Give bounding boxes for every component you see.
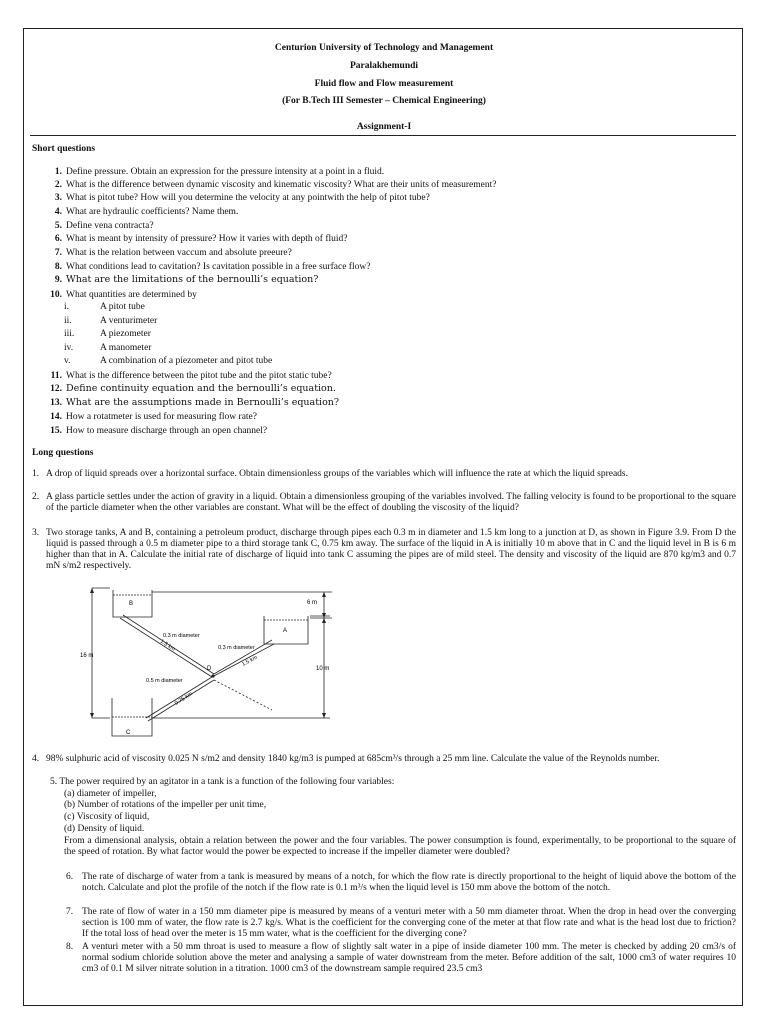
long-question-5-intro: 5. The power required by an agitator in a tank is a function of the following four variables:: [50, 777, 395, 787]
long-questions-heading: Long questions: [32, 448, 94, 458]
tank-b-label: B: [129, 601, 134, 607]
short-question: 8. What conditions lead to cavitation? Is cavitation possible in a free surface flow?: [54, 262, 371, 272]
tank-a-label: A: [283, 628, 288, 634]
university-name: Centurion University of Technology and Management: [274, 43, 494, 53]
dim-10m: 10 m: [316, 666, 330, 672]
assignment-title: Assignment-I: [356, 122, 412, 132]
long-question-3: 3. Two storage tanks, A and B, containing a petroleum product, discharge through pipes each 0.3 m in diameter and 1.5 km long to a junction at D, as shown in Figure 3.9. From D the liquid is passed through a 0.5 m diameter pipe to a third storage tank C, 0.75 km away. The surface of the liquid in A is initially 10 m above that in C and the liquid level in B is 6 m higher than that in A. Calculate the initial rate of discharge of liquid into tank C assuming the pipes are of mild steel. The density and viscosity of the liquid are 870 kg/m3 and 0.7 mN s/m2 respectively.: [32, 528, 736, 571]
q5-variable-c: (c) Viscosity of liquid,: [64, 812, 150, 822]
short-question: 5. Define vena contracta?: [54, 221, 154, 231]
q10-subitem: v. A combination of a piezometer and pitot tube: [64, 356, 273, 366]
short-question: 12. Define continuity equation and the bernoulli’s equation.: [50, 383, 336, 394]
dim-16m: 16 m: [80, 653, 94, 659]
short-question: 2. What is the difference between dynamic viscosity and kinematic viscosity? What are their units of measurement?: [54, 180, 497, 190]
course-info: (For B.Tech III Semester – Chemical Engineering): [282, 96, 486, 106]
short-questions-heading: Short questions: [32, 144, 96, 154]
short-question: 14. How a rotatmeter is used for measuring flow rate?: [50, 412, 257, 422]
junction-label: D: [207, 666, 212, 672]
pipe-ad-length: 1.5 km: [241, 654, 259, 668]
long-question-7: 7. The rate of flow of water in a 150 mm diameter pipe is measured by means of a venturi meter with a 50 mm diameter throat. When the drop in head over the converging section is 100 mm of water, the flow rate is 2.7 kg/s. What is the coefficient for the converging cone of the meter at that flow rate and what is the head lost due to friction? If the total loss of head over the meter is 15 mm water, what is the coefficient for the diverging cone?: [66, 907, 736, 939]
pipe-bd-length: 1.5 km: [158, 638, 177, 653]
short-question: 7. What is the relation between vaccum and absolute preeure?: [54, 248, 292, 258]
q10-subitem: iv. A manometer: [64, 343, 152, 353]
pipe-dc-diameter: 0.5 m diameter: [146, 678, 183, 684]
subject-title: Fluid flow and Flow measurement: [314, 79, 454, 89]
q5-variable-a: (a) diameter of impeller,: [64, 789, 157, 799]
header-rule: [30, 135, 736, 136]
short-question: 6. What is meant by intensity of pressure? How it varies with depth of fluid?: [54, 234, 348, 244]
q5-variable-b: (b) Number of rotations of the impeller per unit time,: [64, 800, 267, 810]
long-question-4: 4. 98% sulphuric acid of viscosity 0.025 N s/m2 and density 1840 kg/m3 is pumped at 685cm³/s through a 25 mm line. Calculate the value of the Reynolds number.: [32, 754, 660, 764]
short-question: 3. What is pitot tube? How will you determine the velocity at any pointwith the help of pitot tube?: [54, 193, 430, 203]
tank-pipe-figure: [80, 582, 350, 742]
pipe-dc-length: 0.75 km: [173, 691, 194, 707]
q5-body: From a dimensional analysis, obtain a relation between the power and the four variables. The power consumption is found, experimentally, to be proportional to the square of the speed of rotation. By what factor would the power be expected to increase if the impeller diameter were doubled?: [64, 836, 736, 857]
pipe-ad-diameter: 0.3 m diameter: [218, 645, 255, 651]
long-question-1: 1. A drop of liquid spreads over a horizontal surface. Obtain dimensionless groups of the variables which will influence the rate at which the liquid spreads.: [32, 469, 628, 479]
q5-variable-d: (d) Density of liquid.: [64, 824, 145, 834]
dim-6m: 6 m: [307, 600, 318, 606]
short-question: 9. What are the limitations of the bernoulli’s equation?: [54, 274, 319, 285]
q10-subitem: i. A pitot tube: [64, 302, 145, 312]
short-question: 4. What are hydraulic coefficients? Name them.: [54, 207, 239, 217]
short-question: 13. What are the assumptions made in Bernoulli’s equation?: [50, 397, 339, 408]
short-question: 15. How to measure discharge through an open channel?: [50, 426, 268, 436]
short-question: 1. Define pressure. Obtain an expression for the pressure intensity at a point in a fluid.: [54, 167, 385, 177]
tank-c-label: C: [126, 730, 131, 736]
short-question: 11. What is the difference between the pitot tube and the pitot static tube?: [50, 371, 332, 381]
campus-name: Paralakhemundi: [349, 61, 419, 71]
long-question-6: 6. The rate of discharge of water from a tank is measured by means of a notch, for which the flow rate is directly proportional to the height of liquid above the bottom of the notch. Calculate and plot the profile of the notch if the flow rate is 0.1 m³/s when the liquid level is 150 mm above the bottom of the notch.: [66, 872, 736, 893]
long-question-8: 8. A venturi meter with a 50 mm throat is used to measure a flow of slightly salt water in a pipe of inside diameter 100 mm. The meter is checked by adding 20 cm3/s of normal sodium chloride solution above the meter and analysing a sample of water downstream from the meter. Before addition of the salt, 1000 cm3 of water requires 10 cm3 of 0.1 M silver nitrate solution in a titration. 1000 cm3 of the downstream sample required 23.5 cm3: [66, 942, 736, 974]
pipe-bd-diameter: 0.3 m diameter: [163, 633, 200, 639]
q10-subitem: ii. A venturimeter: [64, 316, 158, 326]
q10-subitem: iii. A piezometer: [64, 329, 151, 339]
short-question: 10. What quantities are determined by: [50, 290, 197, 300]
long-question-2: 2. A glass particle settles under the action of gravity in a liquid. Obtain a dimensionless grouping of the variables involved. The falling velocity is found to be proportional to the square of the particle diameter when the other variables are constant. What will be the effect of doubling the viscosity of the liquid?: [32, 492, 736, 513]
